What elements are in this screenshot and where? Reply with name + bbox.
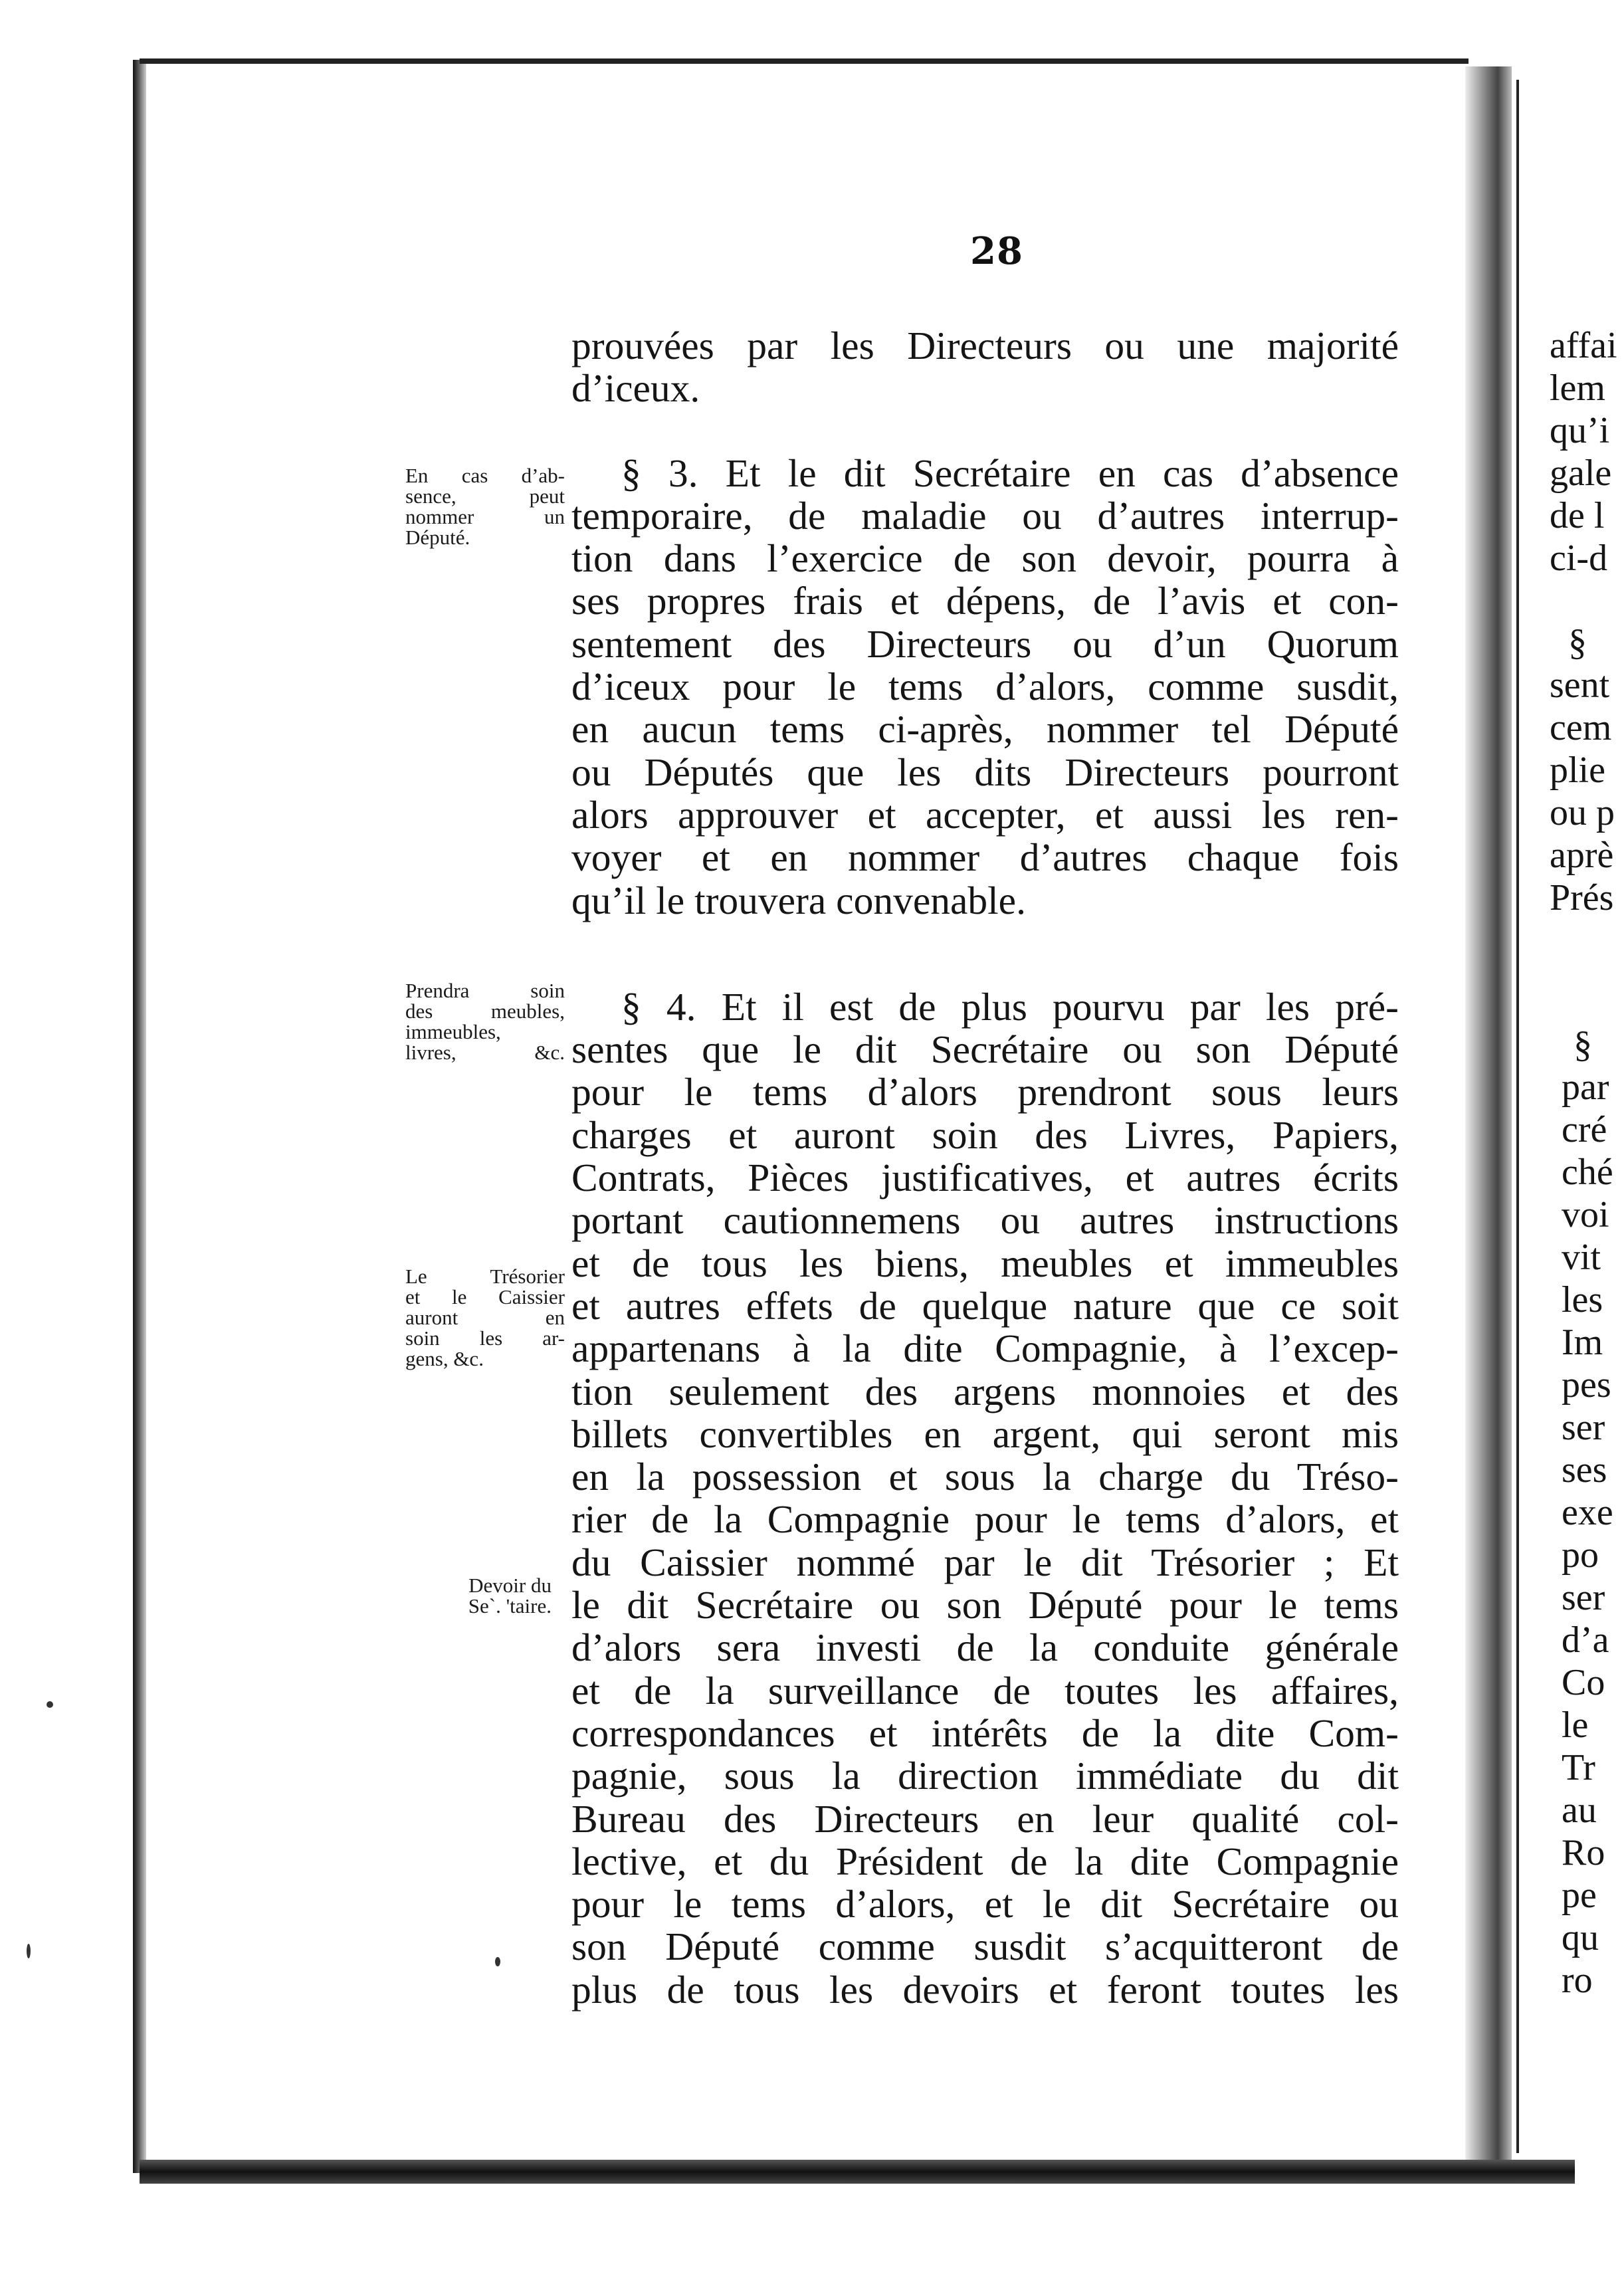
- facing-text-fragment: affai: [1550, 325, 1617, 366]
- facing-text-fragment: lem: [1550, 367, 1605, 409]
- facing-text-fragment: Tr: [1562, 1747, 1595, 1788]
- text-line: lective, et du Président de la dite Compagnie: [571, 1839, 1399, 1883]
- facing-text-fragment: au: [1562, 1790, 1597, 1831]
- facing-text-fragment: pe: [1562, 1875, 1597, 1916]
- margin-note-line: auront en: [405, 1306, 565, 1329]
- facing-text-fragment: Prés: [1550, 877, 1614, 918]
- margin-note-line: En cas d’ab-: [405, 464, 565, 487]
- facing-text-fragment: par: [1562, 1067, 1609, 1108]
- margin-note-line: des meubles,: [405, 999, 565, 1023]
- text-line: prouvées par les Directeurs ou une majorité: [571, 324, 1399, 367]
- text-line: pagnie, sous la direction immédiate du dit: [571, 1754, 1399, 1798]
- margin-note-tresorier: [405, 1266, 565, 1369]
- text-line: en la possession et sous la charge du Tréso-: [571, 1455, 1399, 1499]
- margin-note-line: Devoir du: [468, 1574, 552, 1597]
- facing-text-fragment: plie: [1550, 750, 1605, 791]
- text-line: d’alors sera investi de la conduite générale: [571, 1625, 1399, 1670]
- text-line: le dit Secrétaire ou son Député pour le tems: [571, 1583, 1399, 1627]
- text-line: temporaire, de maladie ou d’autres interrup-: [571, 493, 1399, 538]
- facing-text-fragment: gale: [1550, 453, 1612, 494]
- facing-text-fragment: d’a: [1562, 1619, 1609, 1661]
- margin-note-line: immeubles,: [405, 1020, 501, 1043]
- text-line: alors approuver et accepter, et aussi les ren-: [571, 792, 1399, 837]
- facing-text-fragment: le: [1562, 1705, 1589, 1746]
- page-body: [571, 324, 1399, 2011]
- text-line: ses propres frais et dépens, de l’avis et con-: [571, 579, 1399, 623]
- facing-text-fragment: exe: [1562, 1492, 1613, 1533]
- margin-note-absence: [405, 465, 565, 548]
- text-line: tion dans l’exercice de son devoir, pourra à: [571, 536, 1399, 581]
- margin-note-devoir: [405, 1575, 552, 1616]
- facing-text-fragment: voi: [1562, 1194, 1609, 1235]
- margin-note-line: sence, peut: [405, 484, 565, 508]
- page-top-edge: [140, 58, 1469, 64]
- text-line: portant cautionnemens ou autres instructions: [571, 1198, 1399, 1243]
- facing-text-fragment: ro: [1562, 1960, 1593, 2001]
- scan-speck: [47, 1701, 53, 1708]
- margin-note-line: Prendra soin: [405, 979, 565, 1002]
- facing-text-fragment: po: [1562, 1534, 1599, 1576]
- facing-text-fragment: pes: [1562, 1364, 1611, 1405]
- facing-text-fragment: aprè: [1550, 835, 1614, 876]
- text-line: Bureau des Directeurs en leur qualité col-: [571, 1796, 1399, 1841]
- scan-speck: [27, 1944, 31, 1958]
- text-line: correspondances et intérêts de la dite Com-: [571, 1711, 1399, 1755]
- text-line: tion seulement des argens monnoies et des: [571, 1369, 1399, 1413]
- facing-text-fragment: sent: [1550, 665, 1610, 706]
- margin-note-line: soin les ar-: [405, 1326, 565, 1350]
- margin-note-line: gens, &c.: [405, 1347, 484, 1370]
- facing-text-fragment: ché: [1562, 1152, 1613, 1193]
- text-line: et de tous les biens, meubles et immeubles: [571, 1241, 1399, 1285]
- text-line: voyer et en nommer d’autres chaque fois: [571, 835, 1399, 880]
- text-line: Contrats, Pièces justificatives, et autres écrits: [571, 1156, 1399, 1200]
- facing-text-fragment: Im: [1562, 1322, 1603, 1363]
- text-line: d’iceux.: [571, 366, 700, 411]
- facing-text-fragment: de l: [1550, 495, 1605, 536]
- facing-page-fragment: [1542, 0, 1624, 2286]
- facing-text-fragment: ou p: [1550, 792, 1615, 833]
- text-line: rier de la Compagnie pour le tems d’alors, et: [571, 1497, 1399, 1542]
- margin-note-line: et le Caissier: [405, 1285, 565, 1308]
- page-bottom-edge: [140, 2160, 1575, 2184]
- margin-note-line: Député.: [405, 526, 470, 549]
- text-line: qu’il le trouvera convenable.: [571, 878, 1026, 922]
- facing-text-fragment: §: [1568, 622, 1587, 663]
- scan-speck: [495, 1957, 500, 1966]
- facing-text-fragment: §: [1573, 1024, 1592, 1065]
- text-line: et autres effets de quelque nature que ce soit: [571, 1283, 1399, 1328]
- text-line: en aucun tems ci-après, nommer tel Député: [571, 707, 1399, 752]
- margin-note-meubles: [405, 980, 565, 1063]
- facing-text-fragment: cem: [1550, 707, 1612, 748]
- text-line: pour le tems d’alors prendront sous leurs: [571, 1070, 1399, 1114]
- text-line: charges et auront soin des Livres, Papiers,: [571, 1112, 1399, 1157]
- book-gutter: [1465, 66, 1512, 2160]
- margin-note-line: Se`. 'taire.: [468, 1594, 552, 1617]
- facing-text-fragment: ser: [1562, 1577, 1605, 1618]
- text-line: billets convertibles en argent, qui seront mis: [571, 1411, 1399, 1456]
- facing-text-fragment: vit: [1562, 1237, 1601, 1278]
- facing-text-fragment: ses: [1562, 1449, 1607, 1491]
- text-line: son Député comme susdit s’acquitteront de: [571, 1924, 1399, 1969]
- text-line: plus de tous les devoirs et feront toutes les: [571, 1967, 1399, 2012]
- facing-text-fragment: Co: [1562, 1662, 1605, 1703]
- facing-text-fragment: qu’i: [1550, 410, 1610, 451]
- facing-text-fragment: les: [1562, 1279, 1603, 1320]
- page-left-edge-shadow: [133, 60, 146, 2173]
- facing-text-fragment: Ro: [1562, 1832, 1605, 1873]
- text-line: d’iceux pour le tems d’alors, comme susdit,: [571, 665, 1399, 709]
- facing-text-fragment: qu: [1562, 1917, 1599, 1958]
- text-line: sentement des Directeurs ou d’un Quorum: [571, 621, 1399, 666]
- text-line: ou Députés que les dits Directeurs pourront: [571, 750, 1399, 794]
- page-number: 28: [970, 229, 1023, 273]
- text-line: appartenans à la dite Compagnie, à l’excep-: [571, 1326, 1399, 1371]
- text-line: et de la surveillance de toutes les affaires,: [571, 1668, 1399, 1713]
- text-line: pour le tems d’alors, et le dit Secrétaire ou: [571, 1882, 1399, 1926]
- text-line: du Caissier nommé par le dit Trésorier ; Et: [571, 1540, 1399, 1584]
- margin-note-line: livres, &c.: [405, 1041, 565, 1064]
- text-line: § 4. Et il est de plus pourvu par les pré-: [621, 984, 1399, 1029]
- margin-note-line: Le Trésorier: [405, 1265, 565, 1288]
- margin-note-line: nommer un: [405, 505, 565, 528]
- facing-text-fragment: ci-d: [1550, 538, 1608, 579]
- facing-text-fragment: cré: [1562, 1109, 1607, 1150]
- gutter-line: [1516, 80, 1519, 2153]
- text-line: sentes que le dit Secrétaire ou son Député: [571, 1027, 1399, 1072]
- text-line: § 3. Et le dit Secrétaire en cas d’absence: [621, 451, 1399, 495]
- facing-text-fragment: ser: [1562, 1407, 1605, 1448]
